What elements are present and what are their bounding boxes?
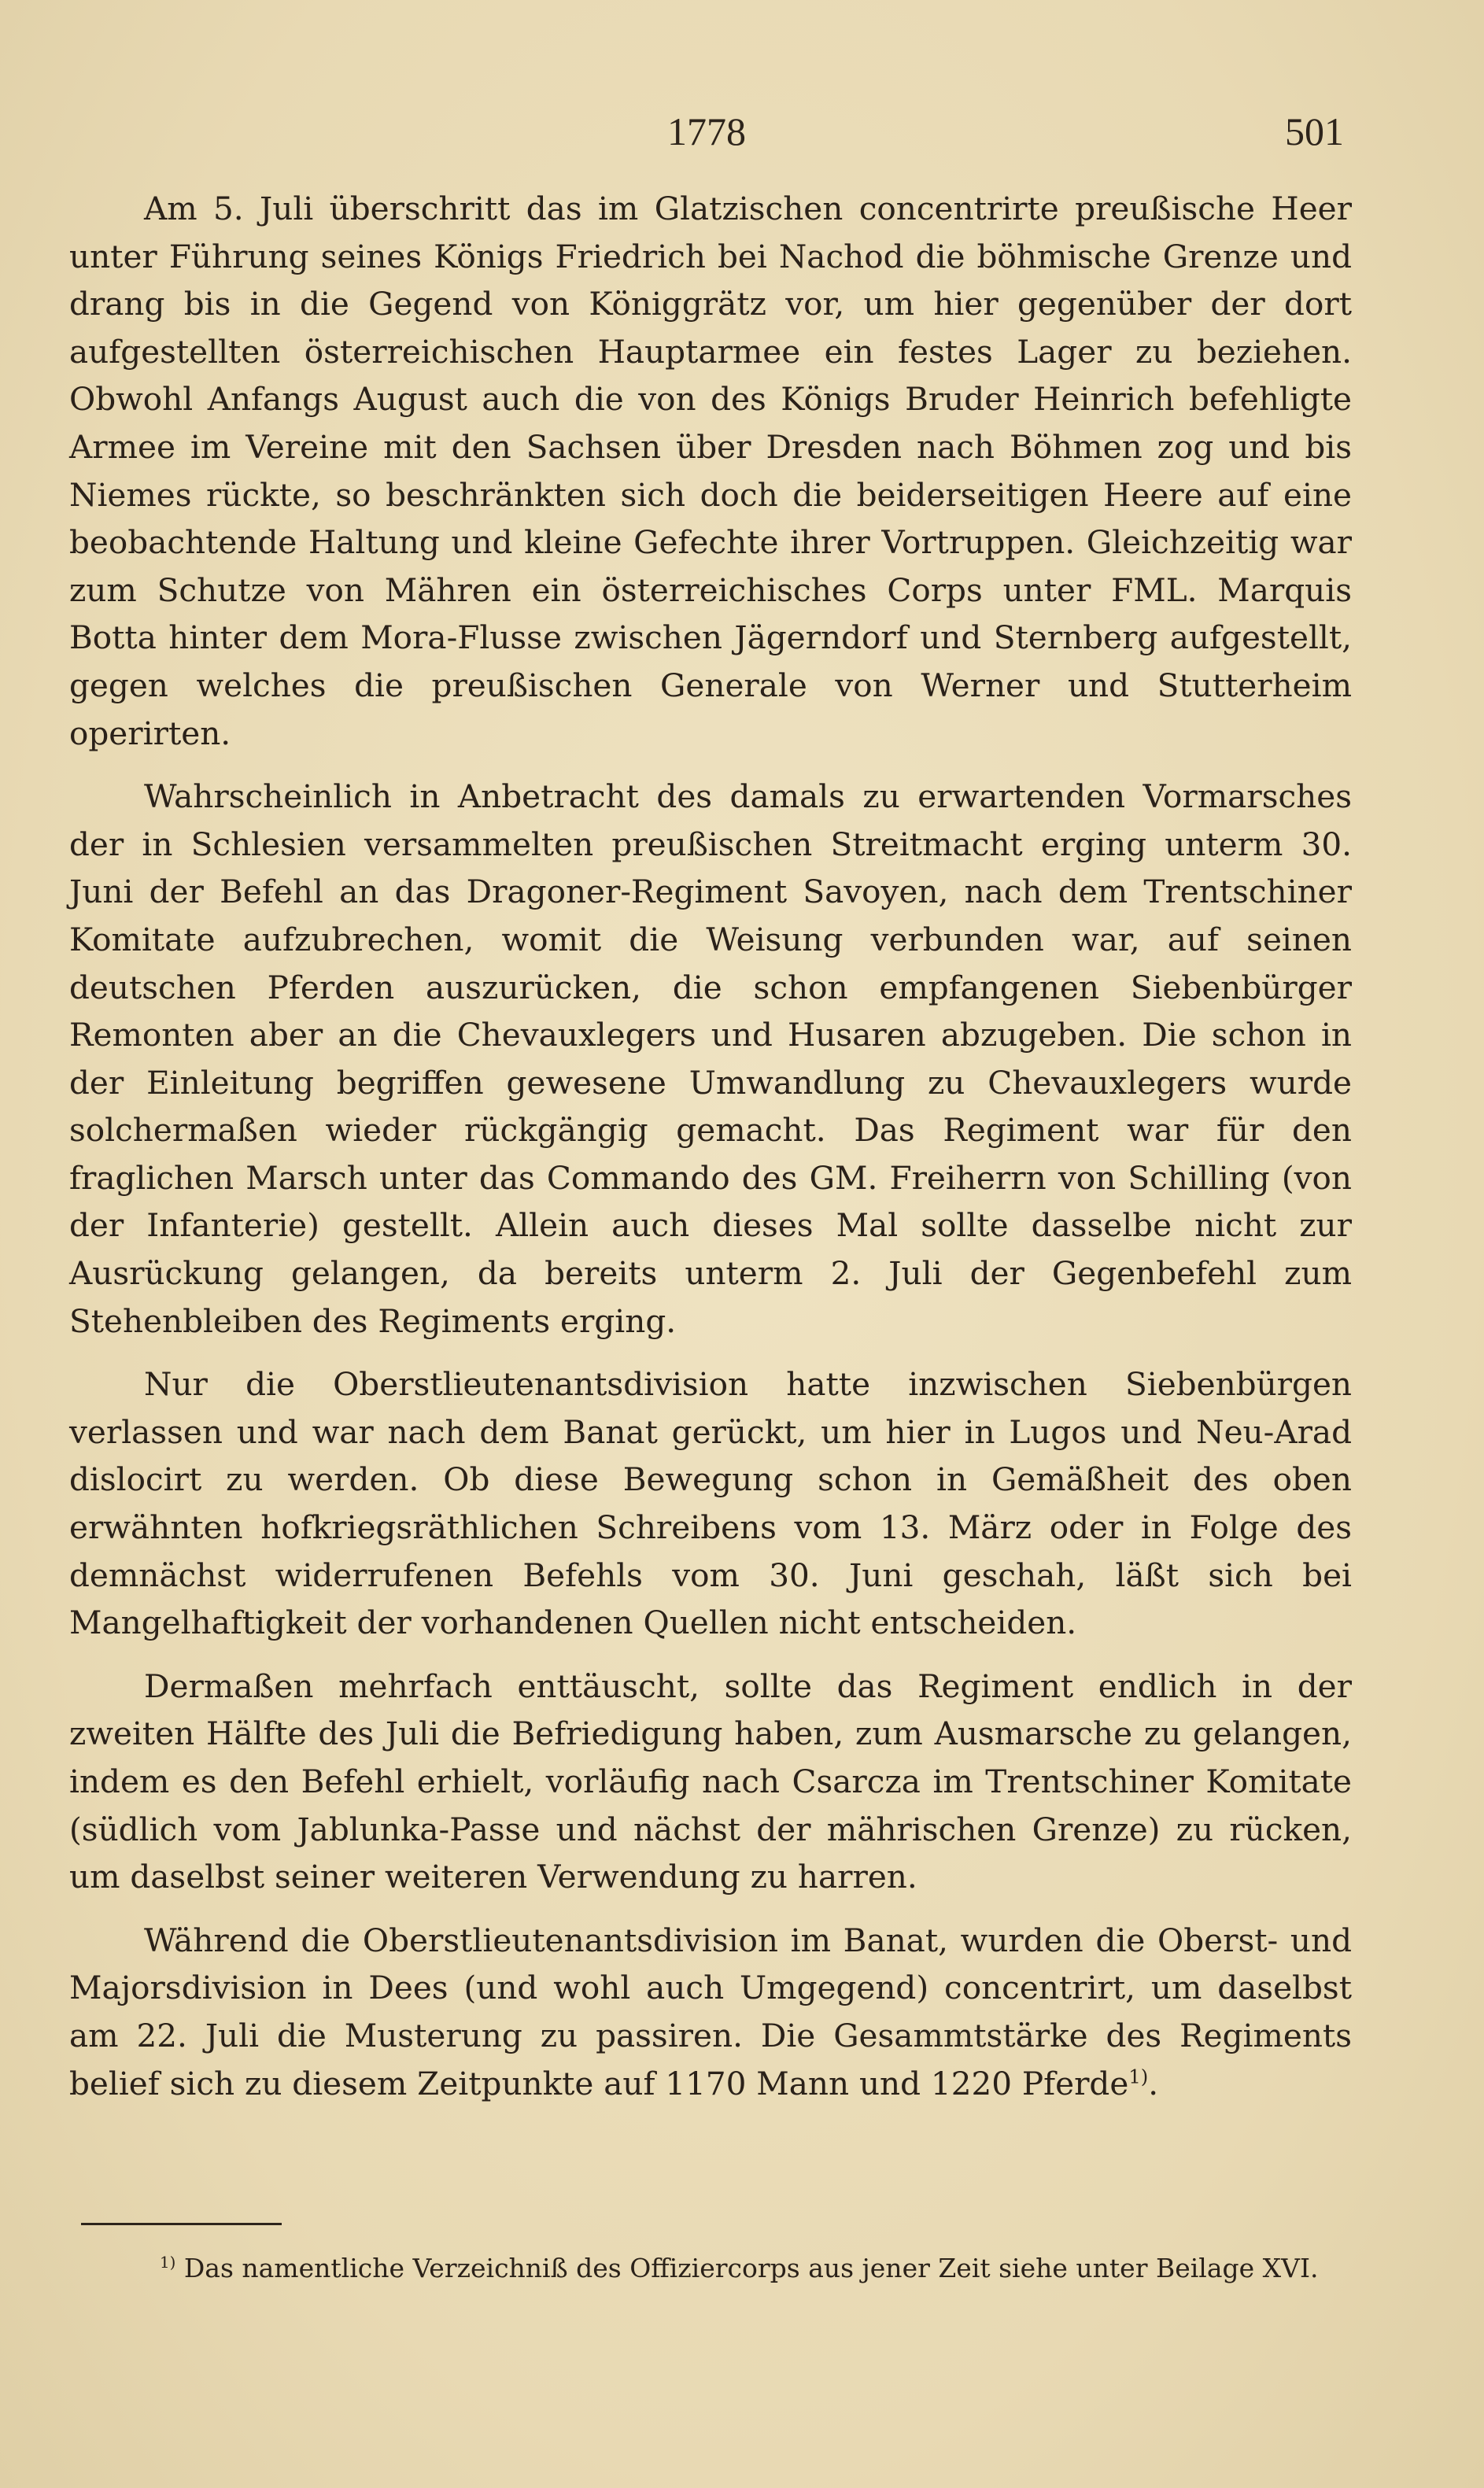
paragraph-5-text: Während die Oberstlieutenantsdivision im Banat, wurden die Oberst- und Majorsdivision in Dees (und wohl auch Umgegend) concentrirt, um daselbst am 22. Juli die Musterung zu passiren. Die Gesammtstärke des Regiments belief sich zu diesem Zeitpunkte auf 1170 Mann und 1220 Pferde bbox=[69, 1921, 1352, 2102]
footnote bbox=[81, 2246, 1360, 2290]
page-header bbox=[69, 101, 1344, 164]
paragraph-2: Wahrscheinlich in Anbetracht des damals zu erwartenden Vormarsches der in Schlesien versammelten preußischen Streitmacht erging unterm 30. Juni der Befehl an das Dragoner-Regiment Savoyen, nach dem Trentschiner Komitate aufzubrechen, womit die Weisung verbunden war, auf seinen deutschen Pferden auszurücken, die schon empfangenen Siebenbürger Remonten aber an die Chevauxlegers und Husaren abzugeben. Die schon in der Einleitung begriffen gewesene Umwandlung zu Chevauxlegers wurde solchermaßen wieder rückgängig gemacht. Das Regiment war für den fraglichen Marsch unter das Commando des GM. Freiherrn von Schilling (von der Infanterie) gestellt. Allein auch dieses Mal sollte dasselbe nicht zur Ausrückung gelangen, da bereits unterm 2. Juli der Gegenbefehl zum Stehenbleiben des Regiments erging. bbox=[69, 777, 1352, 1340]
footnote-marker: 1) bbox=[160, 2254, 176, 2272]
footnote-reference: 1) bbox=[1128, 2065, 1149, 2088]
page-number: 501 bbox=[1285, 109, 1344, 153]
footnote-text: Das namentliche Verzeichniß des Offiziercorps aus jener Zeit siehe unter Beilage XVI. bbox=[183, 2253, 1319, 2283]
footnote-divider bbox=[81, 2223, 282, 2225]
paragraph-1: Am 5. Juli überschritt das im Glatzischen concentrirte preußische Heer unter Führung seines Königs Friedrich bei Nachod die böhmische Grenze und drang bis in die Gegend von Königgrätz vor, um hier gegenüber der dort aufgestellten österreichischen Hauptarmee ein festes Lager zu beziehen. Obwohl Anfangs August auch die von des Königs Bruder Heinrich befehligte Armee im Vereine mit den Sachsen über Dresden nach Böhmen zog und bis Niemes rückte, so beschränkten sich doch die beiderseitigen Heere auf eine beobachtende Haltung und kleine Gefechte ihrer Vortruppen. Gleichzeitig war zum Schutze von Mähren ein österreichisches Corps unter FML. Marquis Botta hinter dem Mora-Flusse zwischen Jägerndorf und Sternberg aufgestellt, gegen welches die preußischen Generale von Werner und Stutterheim operirten. bbox=[69, 190, 1352, 752]
main-text bbox=[69, 185, 1352, 2123]
paragraph-4: Dermaßen mehrfach enttäuscht, sollte das Regiment endlich in der zweiten Hälfte des Juli die Befriedigung haben, zum Ausmarsche zu gelangen, indem es den Befehl erhielt, vorläufig nach Csarcza im Trentschiner Komitate (südlich vom Jablunka-Passe und nächst der mährischen Grenze) zu rücken, um daselbst seiner weiteren Verwendung zu harren. bbox=[69, 1667, 1352, 1896]
running-head-year: 1778 bbox=[667, 109, 746, 153]
paragraph-5: Während die Oberstlieutenantsdivision im Banat, wurden die Oberst- und Majorsdivision in Dees (und wohl auch Umgegend) concentrirt, um daselbst am 22. Juli die Musterung zu passiren. Die Gesammtstärke des Regiments belief sich zu diesem Zeitpunkte auf 1170 Mann und 1220 Pferde$^{1)}$. bbox=[69, 1921, 1352, 2102]
paragraph-3: Nur die Oberstlieutenantsdivision hatte inzwischen Siebenbürgen verlassen und war nach dem Banat gerückt, um hier in Lugos und Neu-Arad dislocirt zu werden. Ob diese Bewegung schon in Gemäßheit des oben erwähnten hofkriegsräthlichen Schreibens vom 13. März oder in Folge des demnächst widerrufenen Befehls vom 30. Juni geschah, läßt sich bei Mangelhaftigkeit der vorhandenen Quellen nicht entscheiden. bbox=[69, 1365, 1352, 1642]
